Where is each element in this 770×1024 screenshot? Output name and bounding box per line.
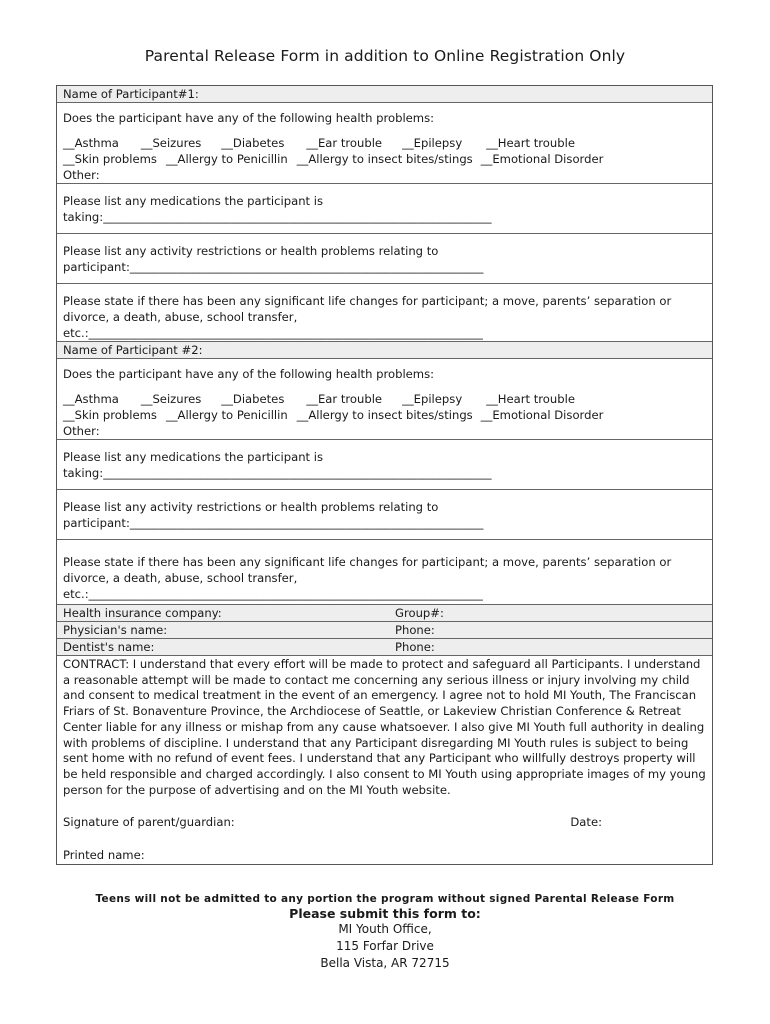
participant1-medications-field[interactable]: Please list any medications the participant is taking:___________________________________________________________________ [57,183,712,233]
participant1-life-changes-field[interactable]: Please state if there has been any significant life changes for participant; a move, parents’ separation or divorce, a death, abuse, school transfer, etc.:____________________________________________________________________ [57,283,712,341]
insurance-company-field[interactable]: Health insurance company: [63,606,222,620]
address-line1: MI Youth Office, [338,922,432,936]
participant1-restrictions-field[interactable]: Please list any activity restrictions or health problems relating to participant:_____________________________________________________________ [57,233,712,283]
admission-warning: Teens will not be admitted to any portion the program without signed Parental Release Form [95,893,675,905]
submit-heading: Please submit this form to: [289,906,481,921]
option-heart-trouble[interactable]: __Heart trouble [486,136,575,150]
option-allergy-penicillin[interactable]: __Allergy to Penicillin [165,152,288,166]
participant1-other-field[interactable]: Other: [63,168,100,182]
contract-text: CONTRACT: I understand that every effort will be made to protect and safeguard all Participants. I understand a reasonable attempt will be made to contact me concerning any serious illness or injury involving my child and consent to medical treatment in the event of an emergency. I agree not to hold MI Youth, The Franciscan Friars of St. Bonaventure Province, the Archdiocese of Seattle, or Lakeview Christian Conference & Retreat Center liable for any illness or mishap from any cause whatsoever. I also give MI Youth full authority in dealing with problems of discipline. I understand that any Participant disregarding MI Youth rules is subject to being sent home with no refund of event fees. I understand that any Participant who willfully destroys property will be held responsible and charged accordingly. I also consent to MI Youth using appropriate images of my young person for the purpose of advertising and on the MI Youth website. [63,657,706,797]
participant1-health-problems [57,102,712,183]
insurance-row [57,604,712,621]
option-emotional-disorder[interactable]: __Emotional Disorder [480,408,604,422]
option-ear-trouble[interactable]: __Ear trouble [306,136,383,150]
option-heart-trouble[interactable]: __Heart trouble [486,392,575,406]
option-ear-trouble[interactable]: __Ear trouble [306,392,383,406]
participant2-options-row1 [63,391,706,407]
option-diabetes[interactable]: __Diabetes [221,392,285,406]
participant2-restrictions-field[interactable]: Please list any activity restrictions or health problems relating to participant:_____________________________________________________________ [57,489,712,539]
physician-phone-field[interactable]: Phone: [395,623,435,637]
option-allergy-penicillin[interactable]: __Allergy to Penicillin [165,408,288,422]
option-allergy-insect[interactable]: __Allergy to insect bites/stings [296,152,473,166]
option-diabetes[interactable]: __Diabetes [221,136,285,150]
option-skin-problems[interactable]: __Skin problems [63,152,157,166]
dentist-name-field[interactable]: Dentist's name: [63,640,155,654]
option-skin-problems[interactable]: __Skin problems [63,408,157,422]
physician-name-field[interactable]: Physician's name: [63,623,168,637]
release-form-table [56,85,713,865]
contract-section [57,655,712,864]
option-epilepsy[interactable]: __Epilepsy [402,392,463,406]
participant2-health-problems [57,358,712,439]
printed-name-field[interactable]: Printed name: [63,848,145,863]
participant1-options-row1 [63,135,706,151]
dentist-phone-field[interactable]: Phone: [395,640,435,654]
option-seizures[interactable]: __Seizures [140,392,202,406]
form-title: Parental Release Form in addition to Online Registration Only [144,47,626,65]
option-seizures[interactable]: __Seizures [140,136,202,150]
signature-row [63,815,706,831]
option-asthma[interactable]: __Asthma [63,136,119,150]
address-line2: 115 Forfar Drive [336,939,434,953]
participant2-other-field[interactable]: Other: [63,424,100,438]
group-number-field[interactable]: Group#: [395,606,444,620]
participant1-health-question: Does the participant have any of the following health problems: [63,111,435,125]
option-emotional-disorder[interactable]: __Emotional Disorder [480,152,604,166]
dentist-row [57,638,712,655]
participant2-options-row2 [63,407,706,423]
footer [0,893,770,972]
signature-field[interactable]: Signature of parent/guardian: [63,815,235,830]
option-asthma[interactable]: __Asthma [63,392,119,406]
address-line3: Bella Vista, AR 72715 [320,956,450,970]
participant1-name-label: Name of Participant#1: [63,87,199,101]
option-epilepsy[interactable]: __Epilepsy [402,136,463,150]
participant2-health-question: Does the participant have any of the following health problems: [63,367,435,381]
participant2-name-field[interactable] [57,341,712,358]
participant1-name-field[interactable] [57,86,712,102]
date-field[interactable]: Date: [570,815,602,830]
option-allergy-insect[interactable]: __Allergy to insect bites/stings [296,408,473,422]
physician-row [57,621,712,638]
participant2-medications-field[interactable]: Please list any medications the participant is taking:___________________________________________________________________ [57,439,712,489]
participant2-life-changes-field[interactable]: Please state if there has been any significant life changes for participant; a move, parents’ separation or divorce, a death, abuse, school transfer, etc.:____________________________________________________________________ [57,539,712,604]
participant2-name-label: Name of Participant #2: [63,343,203,357]
participant1-options-row2 [63,151,706,167]
